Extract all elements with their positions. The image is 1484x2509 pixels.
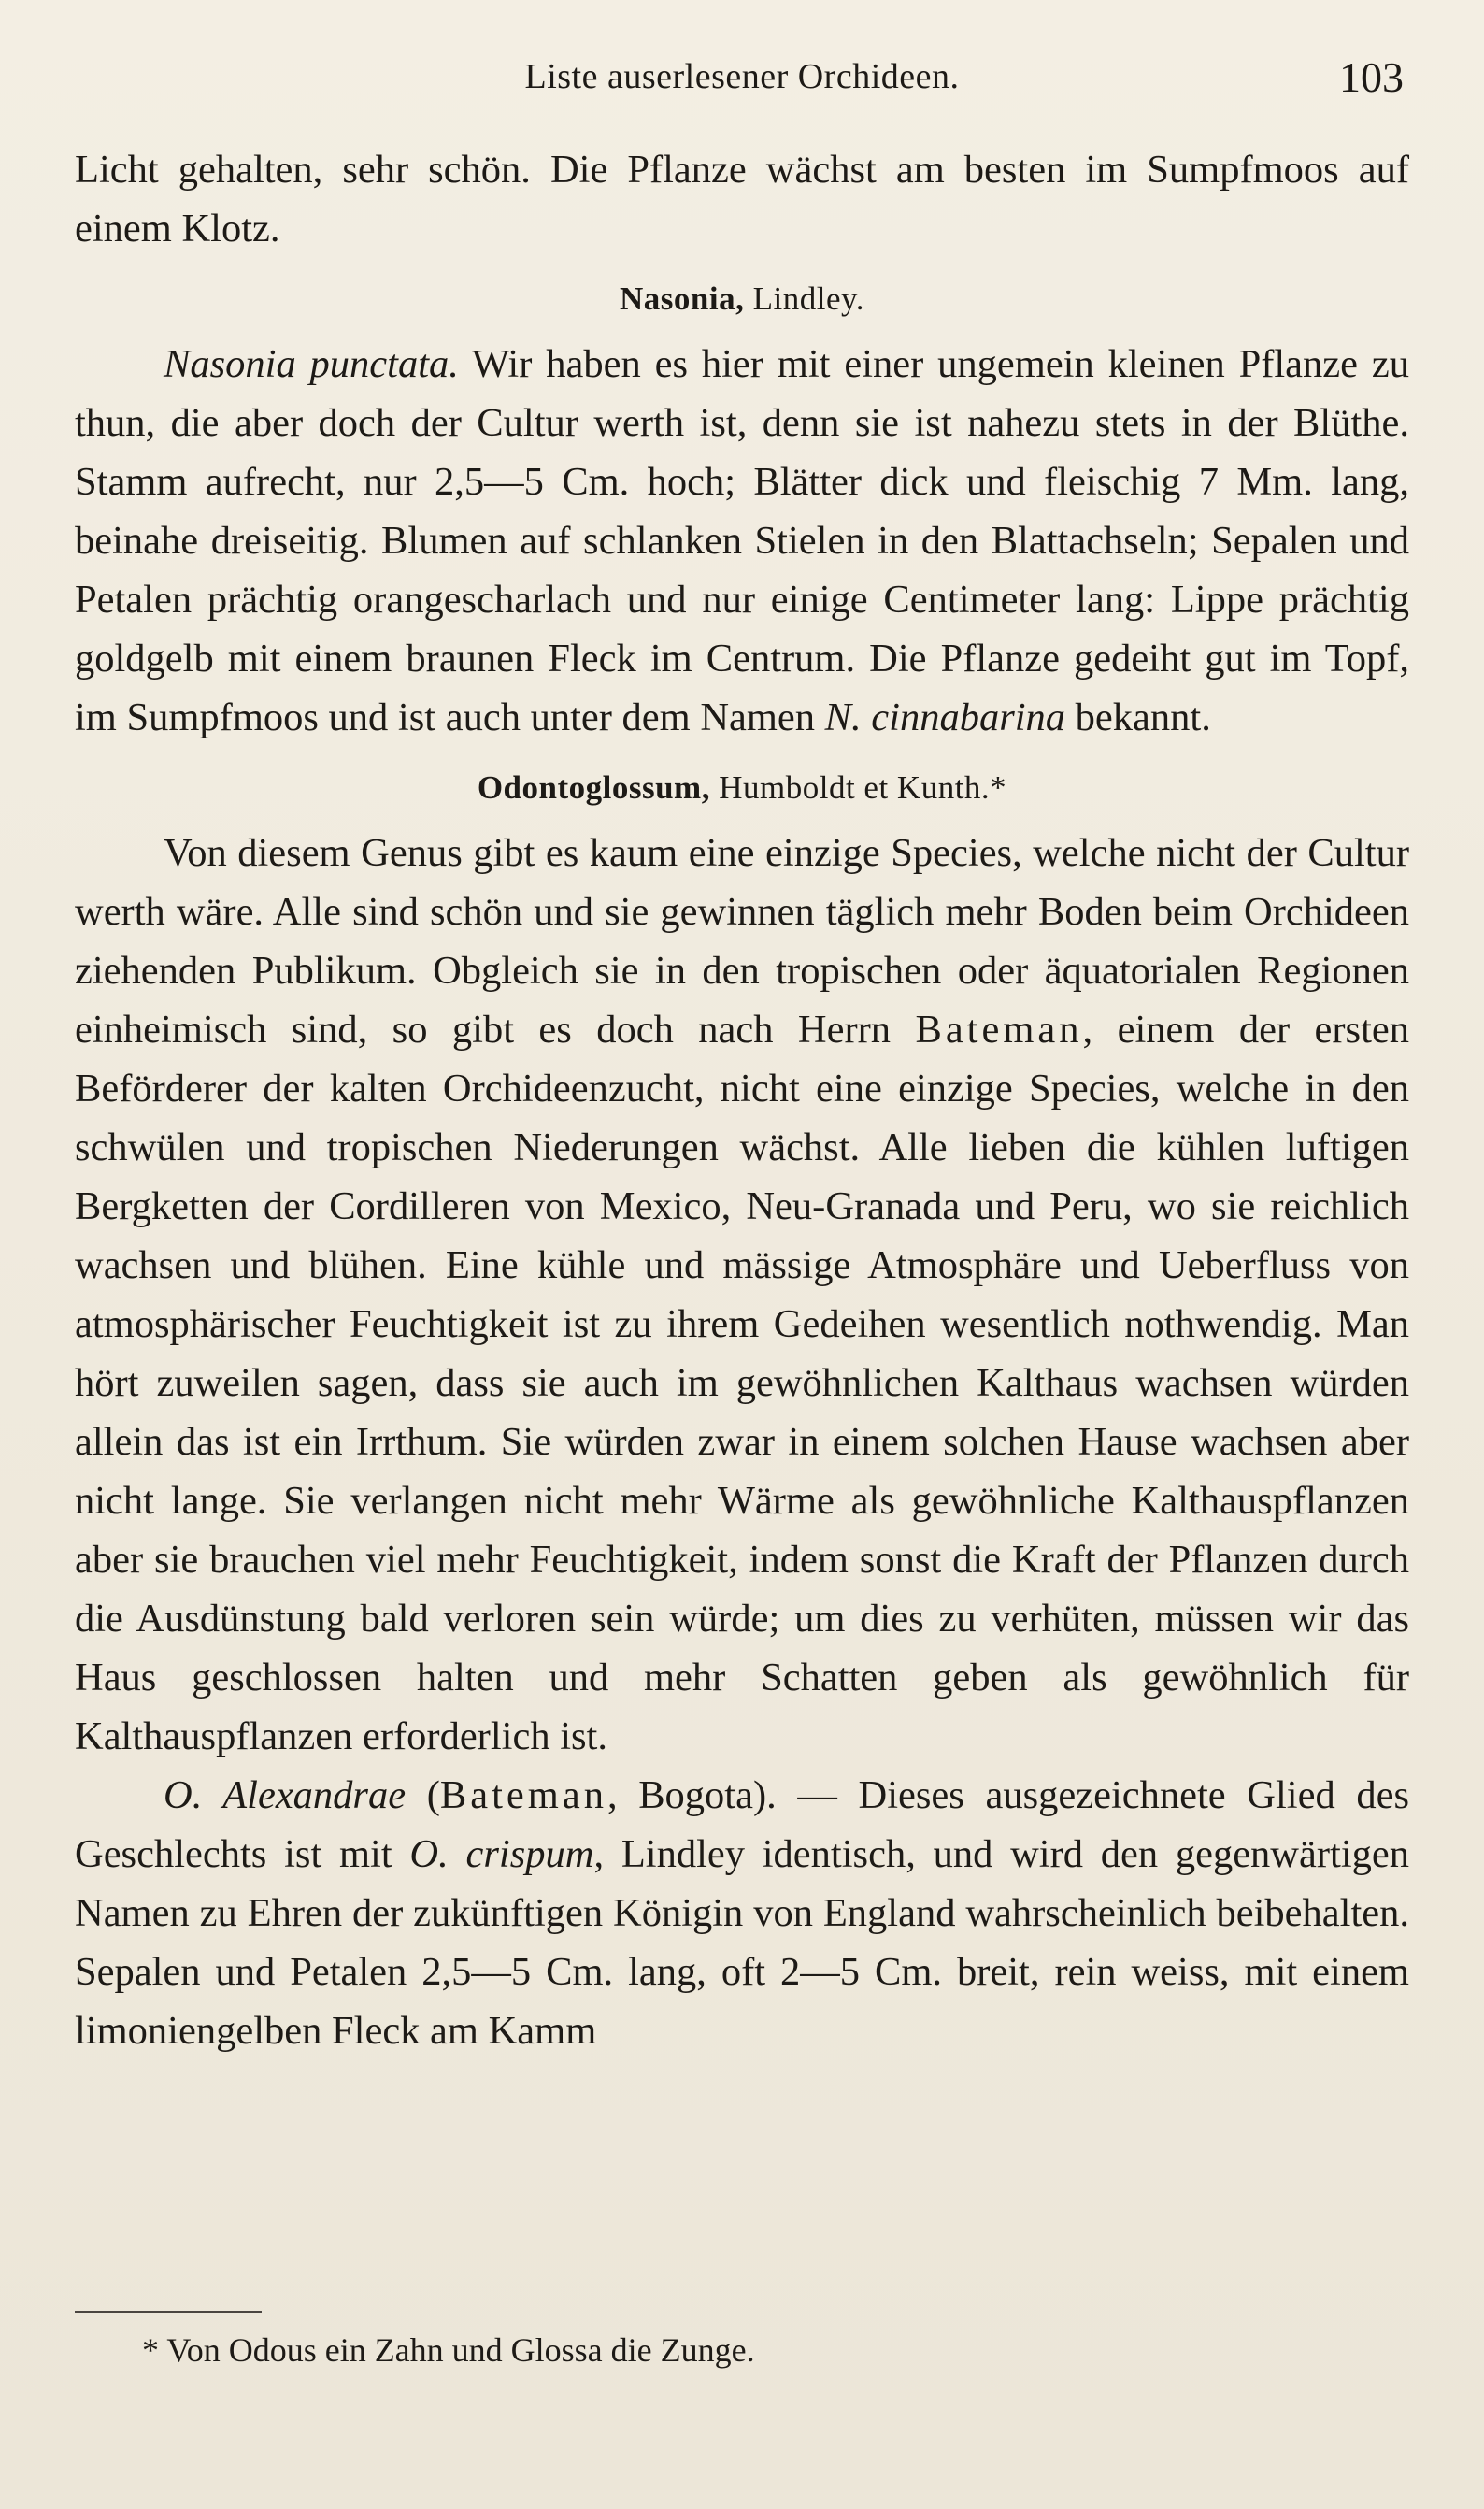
paragraph-text: bekannt. xyxy=(1065,695,1211,739)
paragraph-odontoglossum-intro xyxy=(75,824,1409,1766)
genus-author: Lindley. xyxy=(744,280,864,317)
genus-name: Nasonia, xyxy=(620,280,745,317)
paragraph-continuation xyxy=(75,140,1409,258)
paragraph-text: Wir haben es hier mit einer ungemein kleinen Pflanze zu thun, die aber doch der Cultur werth ist, denn sie ist nahezu stets in der Blüthe. Stamm aufrecht, nur 2,5—5 Cm. hoch; Blätter dick und fleischig 7 Mm. lang, beinahe dreiseitig. Blumen auf schlanken Stielen in den Blattachseln; Sepalen und Petalen prächtig orangescharlach und nur einige Centimeter lang: Lippe prächtig goldgelb mit einem braunen Fleck im Centrum. Die Pflanze gedeiht gut im Topf, im Sumpfmoos und ist auch unter dem Namen xyxy=(75,342,1409,739)
body-text xyxy=(75,140,1409,2060)
section-heading-nasonia xyxy=(75,265,1409,333)
paragraph-text: ( xyxy=(406,1773,440,1817)
running-head xyxy=(75,52,1409,108)
synonym-name: O. crispum xyxy=(409,1832,594,1876)
section-heading-odontoglossum xyxy=(75,754,1409,822)
synonym-name: N. cinnabarina xyxy=(824,695,1066,739)
paragraph-nasonia-punctata xyxy=(75,335,1409,747)
footnote: * Von Odous ein Zahn und Glossa die Zunge. xyxy=(142,2331,755,2369)
genus-author: Humboldt et Kunth.* xyxy=(709,769,1007,806)
paragraph-o-alexandrae xyxy=(75,1766,1409,2060)
running-title: Liste auserlesener Orchideen. xyxy=(524,57,960,96)
paragraph-text: , Bogota). — Dieses ausgezeichnete Glied des Geschlechts ist mit xyxy=(75,1773,1410,1876)
species-name: O. Alexandrae xyxy=(164,1773,407,1817)
page-number: 103 xyxy=(1339,53,1404,101)
paragraph-text: Licht gehalten, sehr schön. Die Pflanze wächst am besten im Sumpfmoos auf einem Klotz. xyxy=(75,148,1409,251)
person-name: Bateman xyxy=(439,1773,607,1817)
paragraph-text: , einem der ersten Beförderer der kalten Orchideenzucht, nicht eine einzige Species, welche in den schwülen und tropischen Niederungen wächst. Alle lieben die kühlen luftigen Bergketten der Cordilleren von Mexico, Neu-Granada und Peru, wo sie reichlich wachsen und blühen. Eine kühle und mässige Atmosphäre und Ueberfluss von atmosphärischer Feuchtigkeit ist zu ihrem Gedeihen wesentlich nothwendig. Man hört zuweilen sagen, dass sie auch im gewöhnlichen Kalthaus wachsen würden allein das ist ein Irrthum. Sie würden zwar in einem solchen Hause wachsen aber nicht lange. Sie verlangen nicht mehr Wärme als gewöhnliche Kalthauspflanzen aber sie brauchen viel mehr Feuchtigkeit, indem sonst die Kraft der Pflanzen durch die Ausdünstung bald verloren sein würde; um dies zu verhüten, müssen wir das Haus geschlossen halten und mehr Schatten geben als gewöhnlich für Kalthauspflanzen erforderlich ist. xyxy=(75,1008,1410,1758)
paragraph-text: , Lindley identisch, und wird den gegenwärtigen Namen zu Ehren der zukünftigen Königin von England wahrscheinlich beibehalten. Sepalen und Petalen 2,5—5 Cm. lang, oft 2—5 Cm. breit, rein weiss, mit einem limoniengelben Fleck am Kamm xyxy=(75,1832,1409,2053)
person-name: Bateman xyxy=(915,1008,1083,1052)
footnote-divider xyxy=(75,2311,262,2313)
paragraph-text: Von diesem Genus gibt es kaum eine einzige Species, welche nicht der Cultur werth wäre. Alle sind schön und sie gewinnen täglich mehr Boden beim Orchideen ziehenden Publikum. Obgleich sie in den tropischen oder äquatorialen Regionen einheimisch sind, so gibt es doch nach Herrn xyxy=(75,831,1409,1052)
species-name: Nasonia punctata. xyxy=(164,342,459,386)
genus-name: Odontoglossum, xyxy=(477,769,710,806)
